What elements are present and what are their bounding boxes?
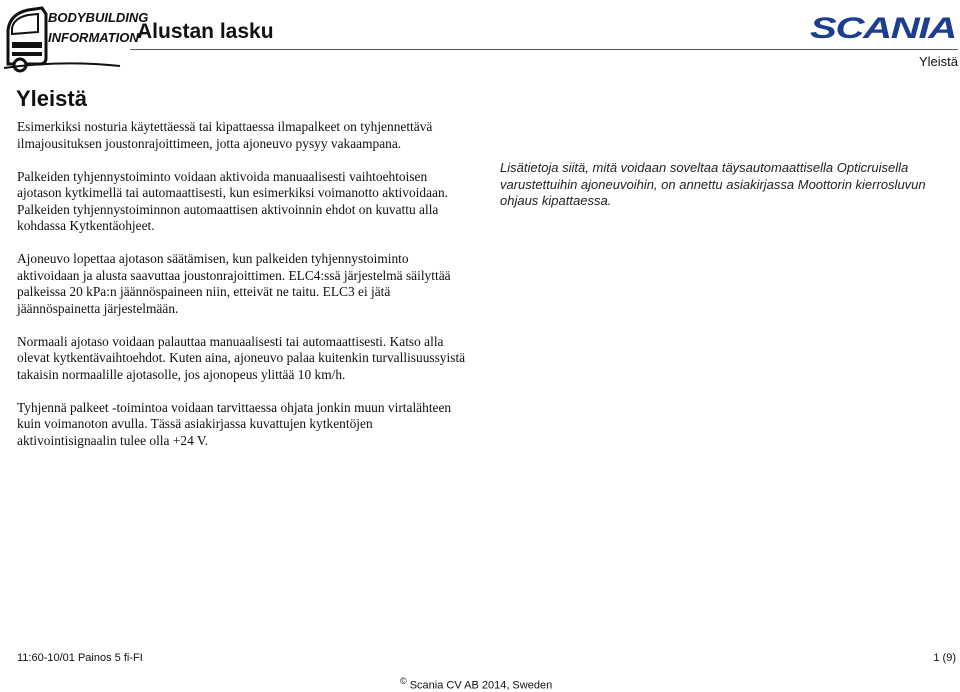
paragraph-4: Normaali ajotaso voidaan palauttaa manuaalisesti tai automaattisesti. Katso alla olevat kytkentävaihtoehdot. Kuten aina, ajoneuvo palaa kuitenkin turvallisuussyistä takaisin normaalille ajotasolle, jos ajonopeus ylittää 10 km/h. (17, 333, 466, 382)
copyright-notice (400, 676, 552, 692)
body-text (17, 119, 472, 466)
document-id: 11:60-10/01 Painos 5 fi-FI (17, 652, 143, 664)
scania-logo (810, 12, 956, 45)
document-title: Alustan lasku (137, 20, 274, 43)
copyright-text: Scania CV AB 2014, Sweden (409, 679, 553, 692)
copyright-symbol: © (400, 676, 407, 686)
page-heading: Yleistä (16, 86, 87, 111)
paragraph-3: Ajoneuvo lopettaa ajotason säätämisen, kun palkeiden tyhjennystoiminto aktivoidaan ja alusta saavuttaa joustonrajoittimen. ELC4:ssä järjestelmä säilyttää palkeissa 20 kPa:n jäännöspaineen niin, etteivät ne taitu. ELC3 ei jätä jäännöspainetta järjestelmään. (17, 251, 451, 316)
scania-wordmark: SCANIA (810, 12, 956, 45)
logo-line-1: BODYBUILDING (48, 10, 149, 25)
bodybuilding-information-logo (2, 2, 149, 72)
paragraph-1: Esimerkiksi nosturia käytettäessä tai kipattaessa ilmapalkeet on tyhjennettävä ilmajousituksen joustonrajoittimeen, jotta ajoneuvo pysyy vakaampana. (17, 119, 433, 151)
header-divider (130, 49, 958, 50)
logo-line-2: INFORMATION (48, 30, 139, 45)
paragraph-2: Palkeiden tyhjennystoiminto voidaan aktivoida manuaalisesti vaihtoehtoisen ajotason kytkimellä tai automaattisesti, kun esimerkiksi voimanotto aktivoidaan. Palkeiden tyhjennystoiminnon automaattisen aktivoinnin ehdot on kuvattu alla kohdassa Kytkentäohjeet. (17, 168, 449, 233)
side-note: Lisätietoja siitä, mitä voidaan soveltaa täysautomaattisella Opticruisella varustettuihin ajoneuvoihin, on annettu asiakirjassa Moottorin kierrosluvun ohjaus kipattaessa. (500, 160, 926, 208)
page-number: 1 (9) (933, 652, 956, 664)
paragraph-5: Tyhjennä palkeet -toimintoa voidaan tarvittaessa ohjata jonkin muun virtalähteen kuin voimanoton avulla. Tässä asiakirjassa kuvattujen kytkentöjen aktivointisignaalin tulee olla +24 V. (17, 399, 452, 448)
section-label: Yleistä (918, 54, 958, 69)
